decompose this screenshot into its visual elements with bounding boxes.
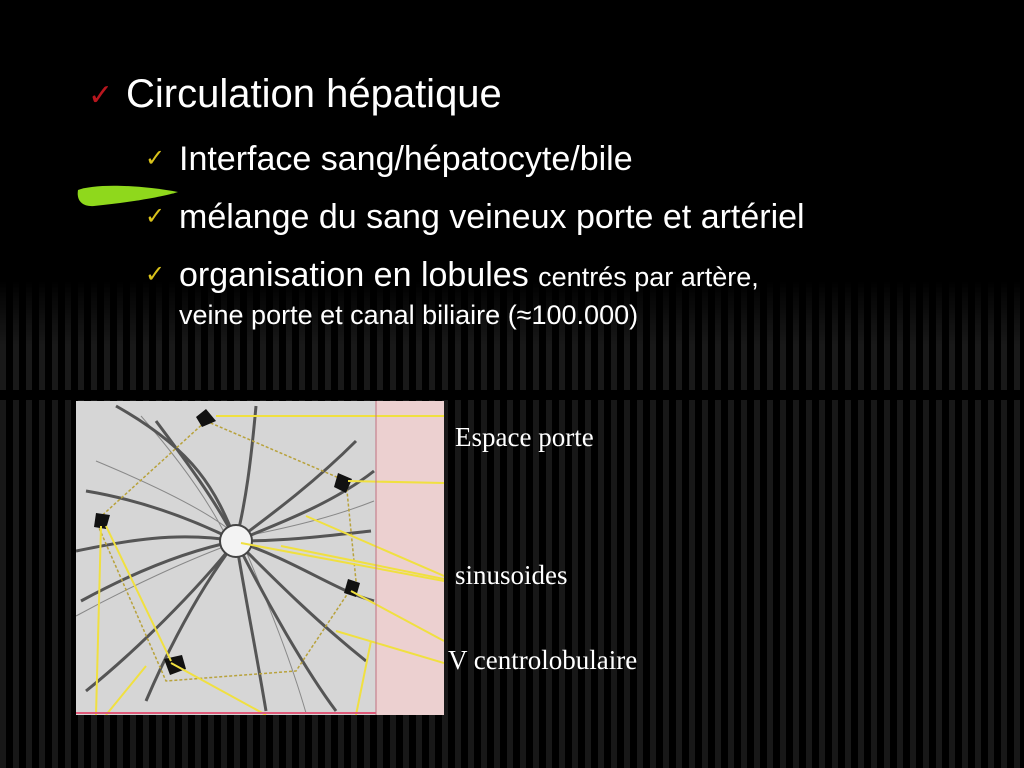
lobule-diagram-image	[76, 401, 444, 715]
checkmark-icon: ✓	[145, 260, 166, 288]
green-highlight-mark	[74, 180, 184, 210]
bullet-continuation: veine porte et canal biliaire (≈100.000)	[179, 300, 639, 330]
label-v-centrolobulaire: V centrolobulaire	[448, 645, 638, 675]
lobule-illustration	[76, 401, 444, 715]
bullet-text	[179, 256, 759, 295]
bullet-text: mélange du sang veineux porte et artériel	[179, 198, 805, 236]
bullet-main-text: organisation en lobules	[179, 256, 529, 294]
checkmark-icon: ✓	[145, 144, 166, 172]
bullet-small-text: centrés par artère,	[538, 262, 759, 292]
checkmark-icon: ✓	[88, 78, 114, 113]
checkmark-icon: ✓	[145, 202, 166, 230]
slide-title: Circulation hépatique	[126, 72, 502, 116]
label-sinusoides: sinusoides	[455, 560, 568, 590]
bullet-text: Interface sang/hépatocyte/bile	[179, 140, 633, 178]
label-espace-porte: Espace porte	[455, 422, 594, 452]
